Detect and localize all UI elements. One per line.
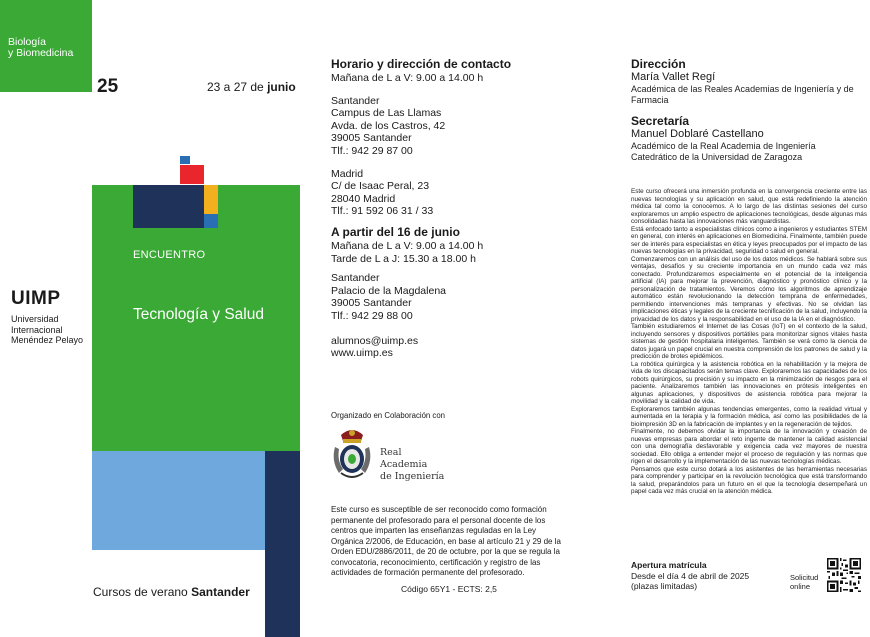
contact-section bbox=[331, 58, 531, 360]
contact-heading: Horario y dirección de contacto bbox=[331, 57, 512, 71]
description-paragraph: La robótica quirúrgica y la asistencia robótica en la rehabilitación y la mejora de vida de los discapacitados serán temas clave. Exploraremos las capacidades de los robots quirúrgicos, su precisión y su impacto en la minimización de riesgos para el paciente. Analizaremos también las innovaciones en prótesis inteligentes en algunas aplicaciones, y dispositivos de asistencia robótica para mejorar la movilidad y la calidad de vida. bbox=[631, 360, 867, 405]
description-paragraph: Está enfocado tanto a especialistas clínicos como a ingenieros y estudiantes STEM en general, con interés en aplicaciones en Biomedicina. Finalmente, también puede ser de interés para especialistas en ética y leyes preocupados por el impacto de las nuevas tecnologías en la privacidad, seguridad o salud en general. bbox=[631, 225, 867, 255]
decor-navy-bar bbox=[265, 451, 300, 637]
online-request-label: Solicitud online bbox=[790, 573, 819, 591]
area-label: Biología y Biomedicina bbox=[8, 36, 74, 59]
description-paragraph: También estudiaremos el Internet de las Cosas (IoT) en el contexto de la salud, incluyendo sensores y dispositivos portátiles para monitorizar signos vitales hasta sistemas de gestión hospitalaria inteligentes. También se verá como la ciencia de datos jugará un papel crucial en nuestra comprensión de los patrones de salud y la predicción de brotes epidémicos. bbox=[631, 323, 867, 360]
decor-lightblue-bar bbox=[92, 451, 265, 550]
contact-email[interactable]: alumnos@uimp.es bbox=[331, 334, 419, 347]
decor-square-navy-overlay bbox=[133, 185, 204, 228]
certification-text: Este curso es susceptible de ser reconocido como formación permanente del profesorado para el personal docente de los centros que imparten las enseñanzas reguladas en la Ley Orgánica 2/2006, de Educación, en base al artículo 21 y 29 de la Orden EDU/2886/2011, de 20 de octubre, por la que se regula la convocatoria, reconocimiento, certificación y registro de las actividades de formación permanente del profesorado. bbox=[331, 505, 561, 577]
decor-square-red bbox=[180, 165, 204, 184]
registration-info bbox=[631, 560, 749, 592]
santander-line3: 39005 Santander bbox=[331, 132, 412, 145]
decor-square-yellow-overlay bbox=[204, 185, 218, 214]
encounter-label: ENCUENTRO bbox=[133, 249, 206, 261]
qr-code-icon[interactable] bbox=[827, 558, 861, 592]
crest-icon bbox=[331, 425, 373, 481]
description-paragraph: Finalmente, no debemos olvidar la importancia de la innovación y creación de nuevas empresas para abordar el reto ingente de mantener la calidad asistencial con una demografía desfavorable y exigencia cada vez mayores de nuestra sociedad. Ello obliga a entender mejor el proceso de regulación y las normas que rigen el desarrollo y la implementación de las nuevas tecnologías médicas. bbox=[631, 428, 867, 465]
decor-square-blue-overlay bbox=[204, 214, 218, 228]
santander-line1: Campus de Las Llamas bbox=[331, 107, 442, 120]
from-afternoon-hours: Tarde de L a J: 15.30 a 18.00 h bbox=[331, 252, 476, 265]
staff-section bbox=[631, 58, 867, 163]
madrid-phone: Tlf.: 91 592 06 31 / 33 bbox=[331, 205, 434, 218]
course-description bbox=[631, 188, 867, 496]
santander2-phone: Tlf.: 942 29 88 00 bbox=[331, 309, 413, 322]
santander2-city: Santander bbox=[331, 272, 380, 285]
madrid-line1: C/ de Isaac Peral, 23 bbox=[331, 180, 430, 193]
academy-name-line3: de Ingeniería bbox=[380, 471, 445, 482]
university-name: Universidad Internacional Menéndez Pelayo bbox=[11, 314, 84, 345]
direction-heading: Dirección bbox=[631, 57, 686, 71]
registration-note: (plazas limitadas) bbox=[631, 581, 698, 591]
course-number: 25 bbox=[97, 76, 119, 97]
decor-square-blue-small bbox=[180, 156, 190, 164]
santander-phone: Tlf.: 942 29 87 00 bbox=[331, 144, 413, 157]
course-code: Código 65Y1 - ECTS: 2,5 bbox=[401, 584, 497, 594]
academy-name bbox=[380, 447, 444, 483]
academy-name-line2: Academia bbox=[380, 459, 428, 470]
santander-city: Santander bbox=[331, 94, 380, 107]
santander-line2: Avda. de los Castros, 42 bbox=[331, 119, 446, 132]
madrid-line2: 28040 Madrid bbox=[331, 192, 396, 205]
secretary-role-1: Académico de la Real Academia de Ingeniería bbox=[631, 141, 816, 151]
description-paragraph: Exploraremos también algunas tendencias emergentes, como la realidad virtual y aumentada en la terapia y la formación médica, así como las posibilidades de la bioimpresión 3D en la fabricación de implantes y en la regeneración de tejidos. bbox=[631, 405, 867, 428]
contact-web[interactable]: www.uimp.es bbox=[331, 347, 393, 360]
madrid-city: Madrid bbox=[331, 167, 364, 180]
description-paragraph: Pensamos que este curso dotará a los asistentes de las herramientas necesarias para comprender y participar en la revolución tecnológica que está transformando la salud, preparándolos para un futuro en el que la tecnología desempeñará un papel cada vez más crucial en la atención médica. bbox=[631, 465, 867, 495]
contact-hours: Mañana de L a V: 9.00 a 14.00 h bbox=[331, 72, 484, 84]
secretary-name: Manuel Doblaré Castellano bbox=[631, 128, 764, 140]
academy-name-line1: Real bbox=[380, 447, 402, 458]
secretary-heading: Secretaría bbox=[631, 114, 690, 128]
uimp-logo: UIMP bbox=[11, 288, 61, 309]
summer-courses-footer: Cursos de verano Santander bbox=[93, 585, 250, 599]
collaboration-caption: Organizado en Colaboración con bbox=[331, 411, 445, 420]
registration-date: Desde el día 4 de abril de 2025 bbox=[631, 570, 750, 581]
santander2-line2: 39005 Santander bbox=[331, 297, 412, 310]
description-paragraph: Comenzaremos con un análisis del uso de los datos médicos. Se hablará sobre sus ventajas, desafíos y su creciente importancia en un mundo cada vez más conectado. Profundizaremos especialmente en el potencial de la inteligencia artificial (IA) para mejorar la prevención, diagnóstico y pronóstico clínico y la personalización de tratamientos. Veremos cómo los algoritmos de aprendizaje automático están revolucionando la detección temprana de enfermedades, permitiendo intervenciones más tempranas y efectivas. No se olvidan las implicaciones éticas y legales de la creciente tecnificación de la salud, incluyendo la privacidad de los datos y la responsabilidad en el uso de la IA en el diagnóstico. bbox=[631, 255, 867, 323]
secretary-role-2: Catedrático de la Universidad de Zaragoza bbox=[631, 152, 803, 162]
director-role: Académica de las Reales Academias de Ingeniería y de Farmacia bbox=[631, 84, 854, 105]
course-title: Tecnología y Salud bbox=[133, 306, 264, 323]
from-morning-hours: Mañana de L a V: 9.00 a 14.00 h bbox=[331, 239, 484, 252]
registration-heading: Apertura matrícula bbox=[631, 560, 707, 570]
santander2-line1: Palacio de la Magdalena bbox=[331, 284, 446, 297]
course-dates: 23 a 27 de junio bbox=[207, 80, 296, 94]
director-name: María Vallet Regí bbox=[631, 71, 716, 83]
description-paragraph: Este curso ofrecerá una inmersión profunda en la convergencia creciente entre las nuevas tecnologías y su aplicación en salud, que está redefiniendo la atención médica tal como la conocemos. A lo largo de las distintas sesiones del curso exploraremos un amplio espectro de aplicaciones tecnológicas, desde algunas más consolidadas hasta las innovaciones más vanguardistas. bbox=[631, 188, 867, 225]
from-date-heading: A partir del 16 de junio bbox=[331, 224, 460, 239]
